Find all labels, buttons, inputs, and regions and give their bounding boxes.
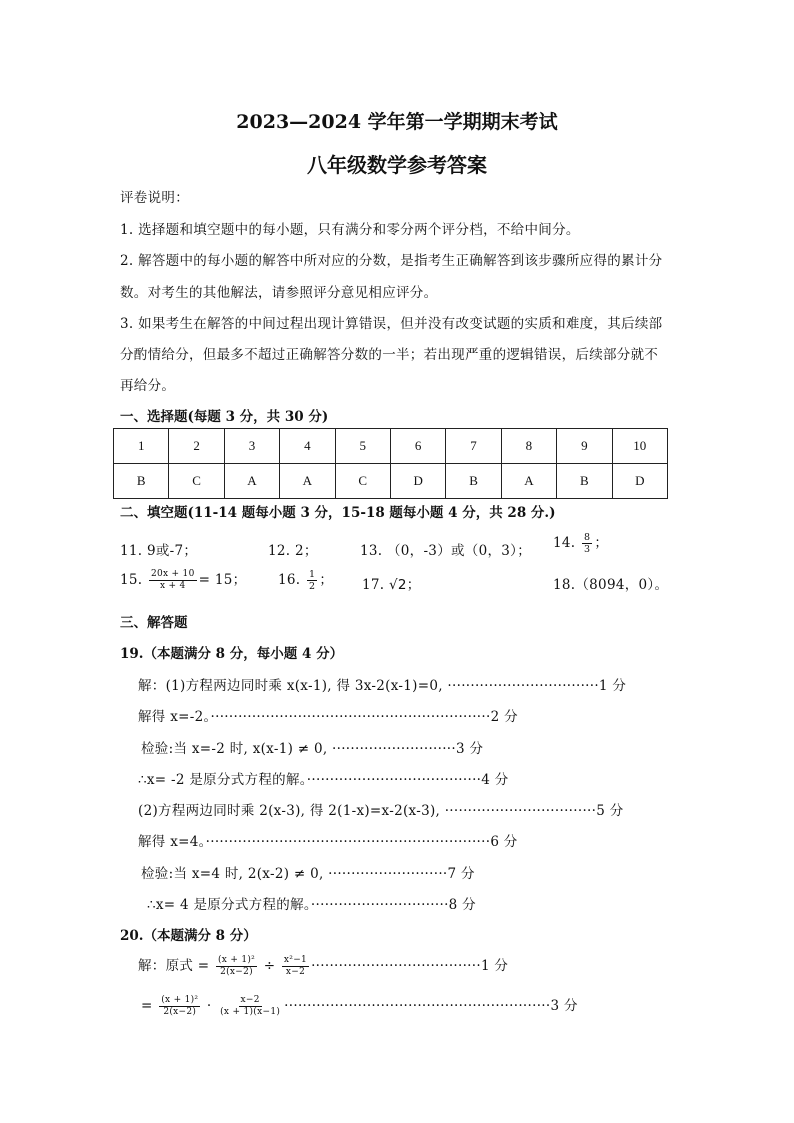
table-cell: 6 <box>390 429 445 464</box>
q19-step-7: 检验:当 x=4 时, 2(x-2) ≠ 0, ··························7 分 <box>141 866 475 882</box>
table-cell: D <box>390 464 445 499</box>
fraction-denominator: 2(x−2) <box>220 967 253 977</box>
table-cell: B <box>557 464 612 499</box>
table-cell: A <box>224 464 279 499</box>
q19-step-1: 解：(1)方程两边同时乘 x(x-1), 得 3x-2(x-1)=0, ·································1 分 <box>138 678 627 694</box>
table-cell: 4 <box>280 429 335 464</box>
sqrt-value: √2； <box>388 577 421 593</box>
fraction <box>218 995 282 1018</box>
q19-step-4: ∴x= -2 是原分式方程的解。······································4 分 <box>138 772 509 788</box>
note-3-line-2: 分酌情给分，但最多不超过正确解答分数的一半；若出现严重的逻辑错误，后续部分就不 <box>120 347 659 363</box>
table-cell: D <box>612 464 667 499</box>
table-cell: 2 <box>169 429 224 464</box>
section-3-heading: 三、解答题 <box>120 615 188 631</box>
answer-label: 14. <box>553 535 576 551</box>
table-cell: B <box>446 464 501 499</box>
table-cell: C <box>335 464 390 499</box>
answer-table <box>113 428 668 499</box>
fraction-numerator: (x + 1)² <box>161 995 199 1005</box>
fraction-numerator: x−2 <box>240 995 260 1005</box>
fraction <box>582 532 592 555</box>
punctuation: ； <box>594 535 609 551</box>
answer-label: 17. <box>362 577 385 593</box>
fill-answer-18: 18.（8094，0）。 <box>553 577 669 593</box>
q20-step-2 <box>141 994 578 1018</box>
answer-label: 15. <box>120 572 143 588</box>
fill-answer-15 <box>120 568 246 592</box>
q20-step-1 <box>138 954 508 978</box>
q19-step-5: (2)方程两边同时乘 2(x-3), 得 2(1-x)=x-2(x-3), ·································5 分 <box>138 803 624 819</box>
punctuation: ； <box>319 572 334 588</box>
fraction-denominator: 2(x−2) <box>163 1007 197 1017</box>
fill-answer-13: 13. （0，-3）或（0，3）； <box>360 543 532 559</box>
table-cell: 10 <box>612 429 667 464</box>
step-prefix: 解：原式 = <box>138 958 210 974</box>
notes-heading: 评卷说明： <box>120 190 189 206</box>
fill-answer-11: 11. 9或-7； <box>120 543 198 559</box>
fraction <box>216 955 257 978</box>
fraction-denominator: x−2 <box>285 967 306 977</box>
equation-result: = 15； <box>198 572 247 588</box>
table-cell: 5 <box>335 429 390 464</box>
note-2-line-1: 2. 解答题中的每小题的解答中所对应的分数，是指考生正确解答到该步骤所应得的累计分 <box>120 253 663 269</box>
fraction-numerator: (x + 1)² <box>218 955 256 965</box>
equals-sign: = <box>141 998 153 1014</box>
page-subtitle: 八年级数学参考答案 <box>307 153 487 177</box>
note-3-line-1: 3. 如果考生在解答的中间过程出现计算错误，但并没有改变试题的实质和难度，其后续部 <box>120 316 663 332</box>
q19-step-6: 解得 x=4。······························································6 分 <box>138 834 518 850</box>
fraction-denominator: 3 <box>583 544 591 555</box>
fraction-denominator: x + 4 <box>160 581 186 591</box>
fraction-numerator: 8 <box>583 532 591 543</box>
table-cell: 8 <box>501 429 556 464</box>
fraction-denominator: (x + 1)(x−1) <box>220 1007 281 1017</box>
answer-label: 16. <box>278 572 301 588</box>
note-2-line-2: 数。对考生的其他解法，请参照评分意见相应评分。 <box>120 285 438 301</box>
step-score: ··························································3 分 <box>284 998 578 1014</box>
fill-answer-17 <box>362 573 421 593</box>
answer-table-number-row <box>114 429 668 464</box>
fraction <box>159 995 200 1018</box>
fraction-denominator: 2 <box>308 581 316 592</box>
q19-step-2: 解得 x=-2。·····························································2 分 <box>138 709 518 725</box>
section-2-heading: 二、填空题(11-14 题每小题 3 分，15-18 题每小题 4 分，共 28 分.) <box>120 505 556 521</box>
q19-step-3: 检验:当 x=-2 时, x(x-1) ≠ 0, ···························3 分 <box>141 741 484 757</box>
divide-sign: ÷ <box>263 958 276 974</box>
table-cell: A <box>501 464 556 499</box>
table-cell: 1 <box>114 429 169 464</box>
fraction <box>307 569 317 592</box>
fraction <box>149 569 197 592</box>
q19-step-8: ∴x= 4 是原分式方程的解。······························8 分 <box>147 897 476 913</box>
fill-answer-16 <box>278 568 333 592</box>
fill-answer-12: 12. 2； <box>268 543 318 559</box>
table-cell: 3 <box>224 429 279 464</box>
question-20-heading: 20.（本题满分 8 分） <box>120 928 257 944</box>
step-score: ·····································1 分 <box>311 958 509 974</box>
multiply-sign: · <box>206 998 212 1014</box>
fill-answer-14 <box>553 531 608 555</box>
note-3-line-3: 再给分。 <box>120 378 176 394</box>
question-19-heading: 19.（本题满分 8 分，每小题 4 分） <box>120 646 344 662</box>
table-cell: 9 <box>557 429 612 464</box>
table-cell: B <box>114 464 169 499</box>
note-1: 1. 选择题和填空题中的每小题，只有满分和零分两个评分档，不给中间分。 <box>120 222 580 238</box>
fraction-numerator: 1 <box>308 569 316 580</box>
fraction <box>282 955 309 978</box>
table-cell: 7 <box>446 429 501 464</box>
page-title: 2023—2024 学年第一学期期末考试 <box>236 111 558 133</box>
table-cell: C <box>169 464 224 499</box>
fraction-numerator: x²−1 <box>283 955 308 965</box>
table-cell: A <box>280 464 335 499</box>
fraction-numerator: 20x + 10 <box>150 569 195 579</box>
answer-table-answer-row <box>114 464 668 499</box>
section-1-heading: 一、选择题(每题 3 分，共 30 分) <box>120 409 329 425</box>
